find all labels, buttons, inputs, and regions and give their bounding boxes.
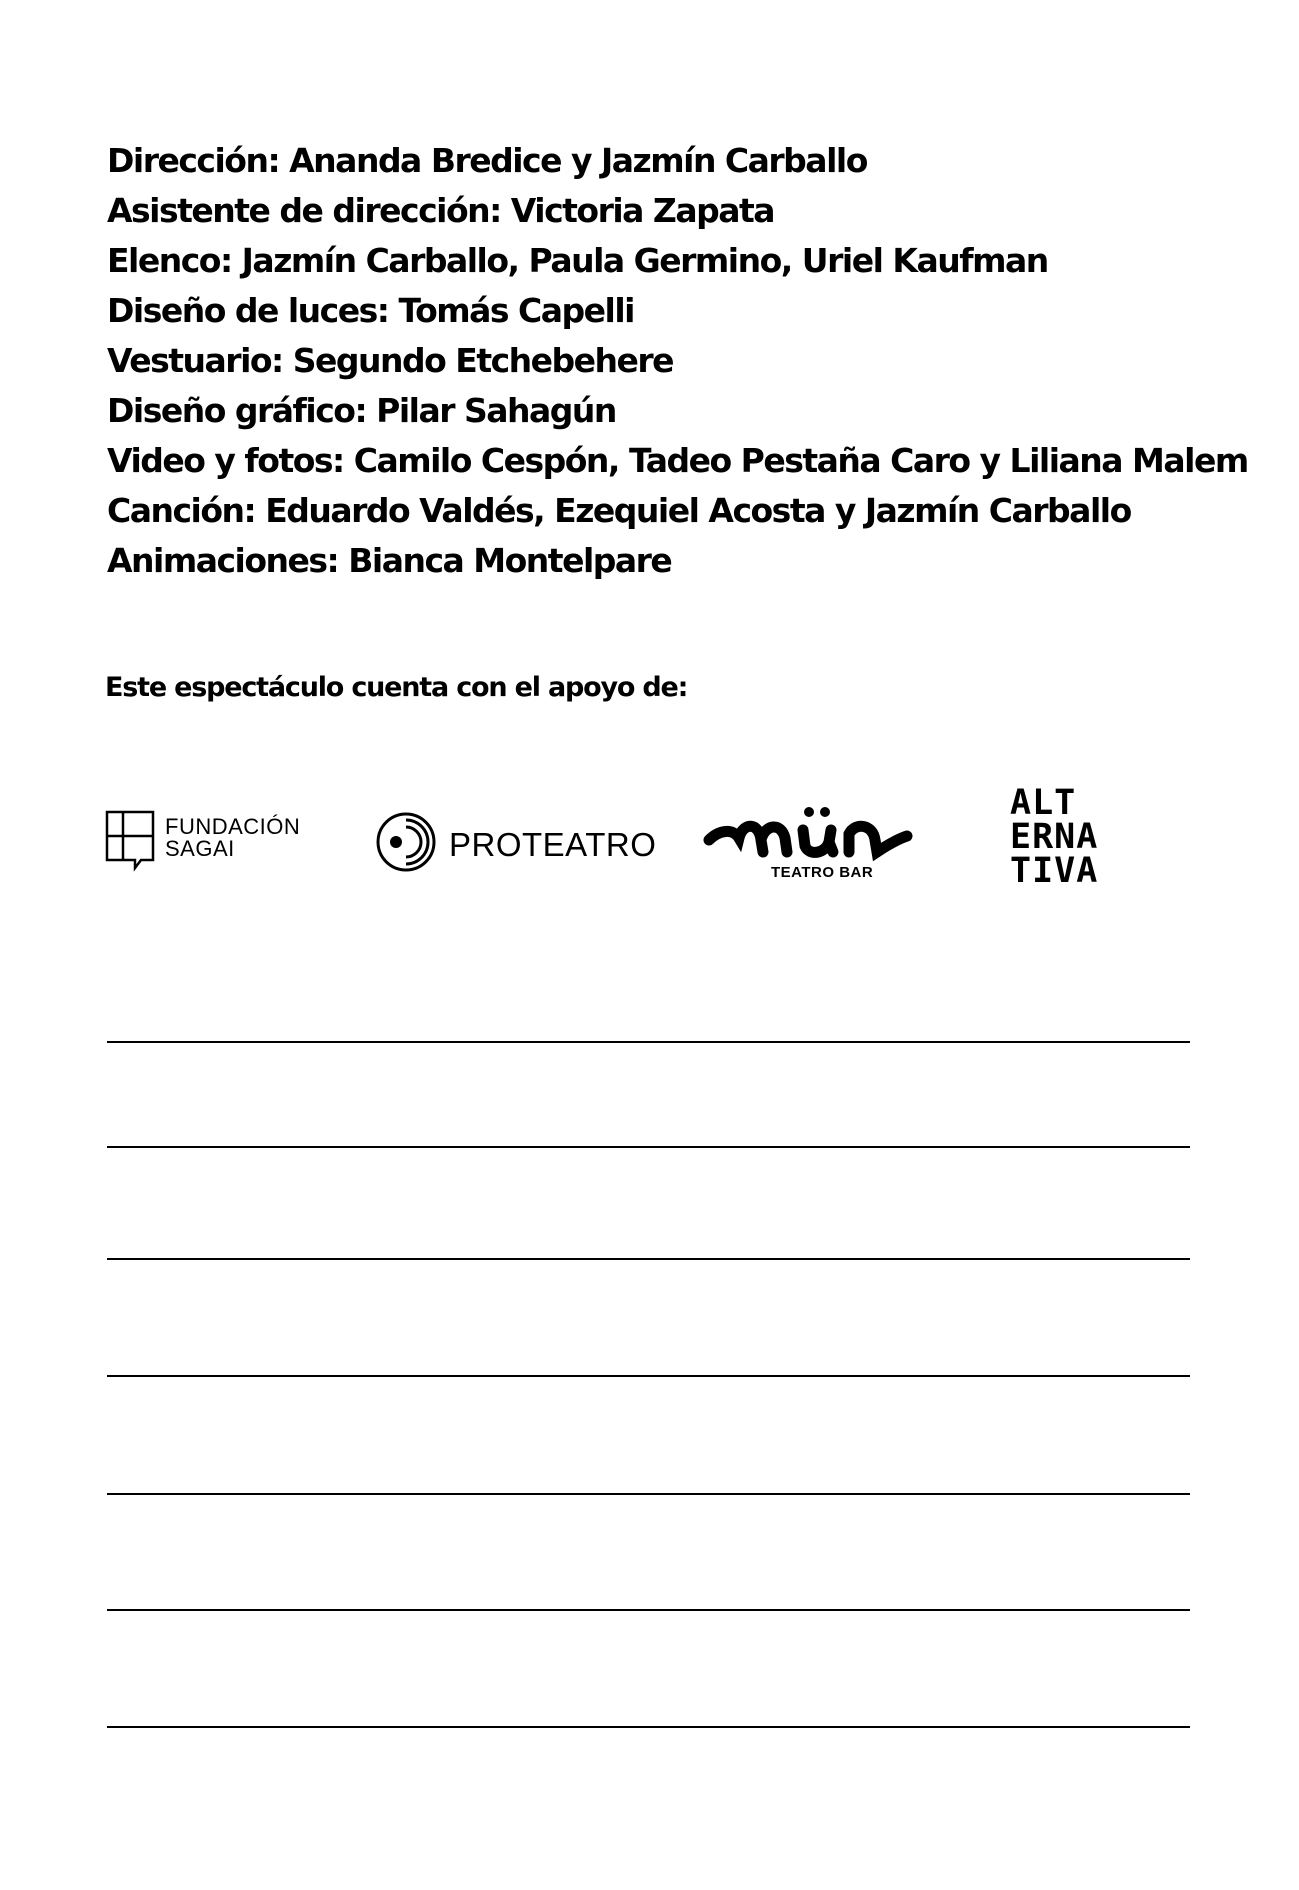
credit-animaciones: Animaciones: Bianca Montelpare (107, 541, 672, 580)
sagai-logo-icon (105, 810, 157, 874)
notes-line (107, 1493, 1190, 1495)
notes-line (107, 1258, 1190, 1260)
muin-wordmark-icon (703, 800, 913, 866)
credit-diseno-grafico: Diseño gráfico: Pilar Sahagún (107, 391, 616, 430)
notes-line (107, 1041, 1190, 1043)
sponsor-logos (0, 780, 1299, 900)
logo-proteatro (375, 810, 657, 874)
proteatro-disc-icon (375, 811, 437, 873)
muin-sublabel: TEATRO BAR (771, 864, 874, 881)
notes-line (107, 1375, 1190, 1377)
alternativa-row-1: ALT (1010, 783, 1077, 823)
logo-fundacion-sagai (105, 810, 305, 874)
notes-line (107, 1726, 1190, 1728)
support-heading: Este espectáculo cuenta con el apoyo de: (105, 672, 688, 703)
logo-muin-teatro-bar (703, 800, 913, 890)
credit-asistente-direccion: Asistente de dirección: Victoria Zapata (107, 191, 775, 230)
credits-list (107, 136, 1247, 586)
alternativa-row-3: TIVA (1010, 851, 1099, 891)
credit-vestuario: Vestuario: Segundo Etchebehere (107, 341, 674, 380)
notes-line (107, 1146, 1190, 1148)
credit-direccion: Dirección: Ananda Bredice y Jazmín Carballo (107, 141, 867, 180)
credit-elenco: Elenco: Jazmín Carballo, Paula Germino, Uriel Kaufman (107, 241, 1048, 280)
credit-diseno-luces: Diseño de luces: Tomás Capelli (107, 291, 634, 330)
credit-video-fotos: Video y fotos: Camilo Cespón, Tadeo Pestaña Caro y Liliana Malem (107, 441, 1248, 480)
credit-cancion: Canción: Eduardo Valdés, Ezequiel Acosta y Jazmín Carballo (107, 491, 1131, 530)
proteatro-label: PROTEATRO (449, 826, 657, 863)
notes-line (107, 1609, 1190, 1611)
logo-alternativa (1010, 783, 1140, 898)
alternativa-row-2: ERNA (1010, 817, 1099, 857)
sagai-logo-text: FUNDACIÓN SAGAI (165, 814, 301, 861)
